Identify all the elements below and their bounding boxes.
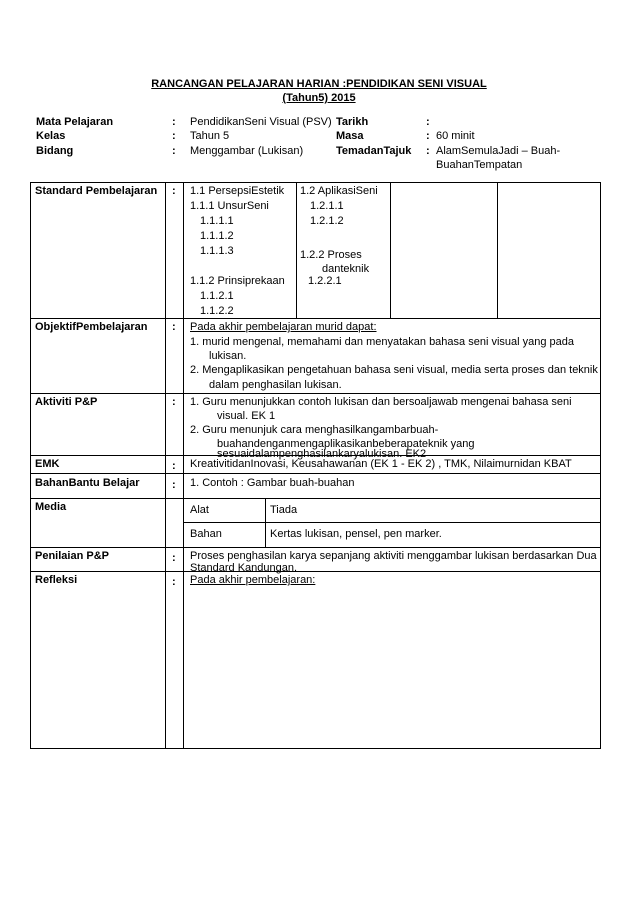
colon: : [426, 116, 430, 128]
refleksi-value: Pada akhir pembelajaran: [190, 574, 316, 586]
colon: : [172, 145, 176, 157]
objektif-label: ObjektifPembelajaran [35, 321, 148, 333]
media-label: Media [35, 501, 67, 513]
colon: : [172, 552, 176, 564]
standard-col1-item: 1.1.1.3 [200, 245, 234, 257]
tema-value-line1: AlamSemulaJadi – Buah- [436, 145, 561, 157]
objektif-item2-cont: dalam penghasilan lukisan. [209, 379, 342, 391]
emk-value: KreativitidanInovasi, Keusahawanan (EK 1 - EK 2) , TMK, Nilaimurnidan KBAT [190, 458, 572, 470]
tema-label: TemadanTajuk [336, 145, 412, 157]
kelas-value: Tahun 5 [190, 130, 230, 142]
colon: : [172, 116, 176, 128]
tarikh-label: Tarikh [336, 116, 369, 128]
bahan-bantu-value: 1. Contoh : Gambar buah-buahan [190, 477, 355, 489]
colon: : [172, 460, 176, 472]
aktiviti-item2-cont: buahandenganmengaplikasikanbeberapateknik yang [217, 438, 475, 450]
colon: : [172, 479, 176, 491]
bahan-value: Kertas lukisan, pensel, pen marker. [270, 528, 442, 540]
standard-col2-item: 1.2.1.1 [310, 200, 344, 212]
standard-col1-item: 1.1 PersepsiEstetik [190, 185, 285, 197]
objektif-item1: 1. murid mengenal, memahami dan menyatakan bahasa seni visual yang pada [190, 336, 575, 348]
alat-label: Alat [190, 504, 209, 516]
bidang-label: Bidang [36, 145, 74, 157]
document-subtitle: (Tahun5) 2015 [282, 92, 356, 104]
bahan-label: Bahan [190, 528, 222, 540]
bahan-bantu-label: BahanBantu Belajar [35, 477, 140, 489]
standard-col2-item: 1.2.2 Proses [300, 249, 362, 261]
standard-col1-item: 1.1.2.1 [200, 290, 234, 302]
colon: : [426, 130, 430, 142]
colon: : [172, 185, 176, 197]
standard-label: Standard Pembelajaran [35, 185, 158, 197]
penilaian-line1: Proses penghasilan karya sepanjang aktiviti menggambar lukisan berdasarkan Dua [190, 550, 597, 562]
masa-value: 60 minit [436, 130, 475, 142]
penilaian-line2: Standard Kandungan. [190, 562, 298, 574]
standard-col2-item: 1.2.2.1 [308, 275, 342, 287]
aktiviti-item2: 2. Guru menunjuk cara menghasilkangambarbuah- [190, 424, 439, 436]
bidang-value: Menggambar (Lukisan) [190, 145, 304, 157]
objektif-intro: Pada akhir pembelajaran murid dapat: [190, 321, 377, 333]
emk-label: EMK [35, 458, 60, 470]
tema-value-line2: BuahanTempatan [436, 159, 523, 171]
colon: : [426, 145, 430, 157]
penilaian-label: Penilaian P&P [35, 550, 109, 562]
standard-col2-item: danteknik [322, 263, 370, 275]
standard-col1-item: 1.1.1 UnsurSeni [190, 200, 269, 212]
alat-value: Tiada [270, 504, 298, 516]
standard-col2-item: 1.2 AplikasiSeni [300, 185, 378, 197]
objektif-item1-cont: lukisan. [209, 350, 247, 362]
aktiviti-item1: 1. Guru menunjukkan contoh lukisan dan bersoaljawab mengenai bahasa seni [190, 396, 572, 408]
colon: : [172, 576, 176, 588]
mata-pelajaran-value: PendidikanSeni Visual (PSV) [190, 116, 332, 128]
colon: : [172, 321, 176, 333]
mata-pelajaran-label: Mata Pelajaran [36, 116, 114, 128]
aktiviti-label: Aktiviti P&P [35, 396, 98, 408]
standard-col1-item: 1.1.1.2 [200, 230, 234, 242]
standard-col1-item: 1.1.2.2 [200, 305, 234, 317]
standard-col2-item: 1.2.1.2 [310, 215, 344, 227]
standard-col1-item: 1.1.1.1 [200, 215, 234, 227]
document-title: RANCANGAN PELAJARAN HARIAN :PENDIDIKAN SENI VISUAL [151, 78, 487, 90]
refleksi-label: Refleksi [35, 574, 78, 586]
colon: : [172, 396, 176, 408]
standard-col1-item: 1.1.2 Prinsiprekaan [190, 275, 285, 287]
objektif-item2: 2. Mengaplikasikan pengetahuan bahasa seni visual, media serta proses dan teknik [190, 364, 598, 376]
aktiviti-item1-cont: visual. EK 1 [217, 410, 276, 422]
colon: : [172, 130, 176, 142]
aktiviti-item2-cont2: sesuaidalampenghasilankaryalukisan. EK2 [217, 448, 427, 460]
masa-label: Masa [336, 130, 364, 142]
kelas-label: Kelas [36, 130, 66, 142]
